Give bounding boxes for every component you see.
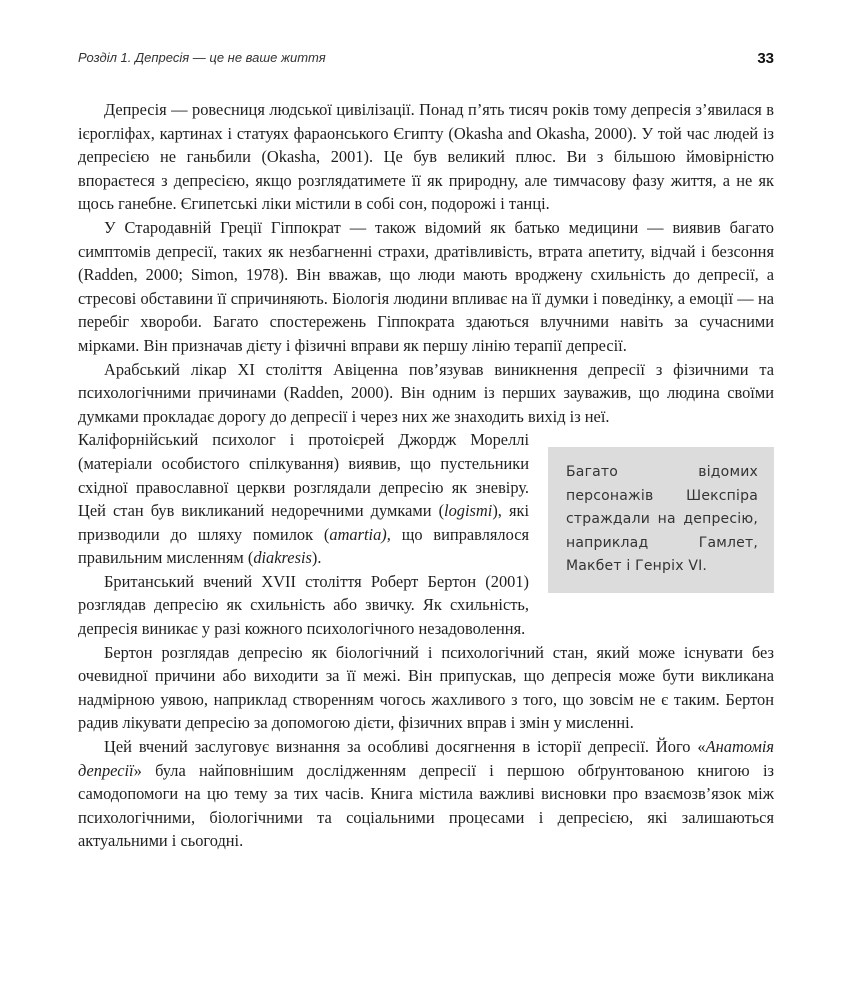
book-title: Анатомія депресії	[78, 737, 774, 780]
morelli-text-end: ).	[311, 548, 322, 568]
anatomy-text-start: Цей вчений заслуговує визнання за особливі досягнення в історії депресії. Його «	[104, 737, 706, 757]
anatomy-text-end: » була найповнішим дослідженням депресії і першою обґрунтованою книгою із самодопомоги на цю тему за тих часів. Книга містила важливі висновки про взаємозв’язок між психологічними, біологічними та соціальними процесами і депресією, які залишаються актуальними і сьогодні.	[78, 760, 774, 851]
term-diakresis: diakresis	[253, 548, 312, 568]
morelli-text-mid2: що виправлялося правильним мисленням (	[78, 524, 530, 568]
paragraph-burton-anatomy	[78, 735, 774, 853]
page-number: 33	[757, 50, 774, 67]
paragraph-burton-state: Бертон розглядав депресію як біологічний і психологічний стан, який може існувати без очевидної причини або виходити за її межі. Він припускав, що депресія може бути викликана надмірною уявою, наприклад створенням чогось жахливого з того, що зовсім не є таким. Бертон радив лікувати депресію за допомогою дієти, фізичних вправ і змін у мисленні.	[78, 642, 774, 733]
body-text	[78, 98, 774, 853]
running-title: Розділ 1. Депресія — це не ваше життя	[78, 50, 326, 65]
paragraph-hippocrates: У Стародавній Греції Гіппократ — також відомий як батько медицини — виявив багато симптомів депресії, таких як незбагненні страхи, дратівливість, втрата апетиту, відчай і безсоння (Radden, 2000; Simon, 1978). Він вважав, що люди мають вроджену схильність до депресії, а стресові обставини її спричиняють. Біологія людини впливає на її думки і поведінку, а емоції — на перебіг хвороби. Багато спостережень Гіппократа здаються влучними навіть за сучасними мірками. Він призначав дієту і фізичні вправи як першу лінію терапії депресії.	[78, 217, 774, 355]
paragraph-avicenna: Арабський лікар XI століття Авіценна пов’язував виникнення депресії з фізичними та психологічними причинами (Radden, 2000). Він одним із перших зауважив, що людина своїми думками прокладає дорогу до депресії і через них же знаходить вихід із неї.	[78, 359, 774, 426]
sidebar-text: Багато відомих персонажів Шекспіра страждали на депресію, наприклад Гамлет, Макбет і Генріх VI.	[566, 464, 758, 575]
paragraph-egypt: Депресія — ровесниця людської цивілізації. Понад п’ять тисяч років тому депресія з’явилася в ієрогліфах, картинах і статуях фараонського Єгипту (Okasha and Okasha, 2000). У той час людей із депресією не ганьбили (Okasha, 2001). Це був великий плюс. Ви з більшою ймовірністю впораєтеся з депресією, якщо розглядатимете її як природну, але тимчасову фазу життя, а не як щось ганебне. Єгипетські ліки містили в собі сон, подорожі і танці.	[78, 100, 774, 214]
morelli-text-mid1: ), які призводили до шляху помилок (	[78, 501, 529, 544]
term-logismi: logismi	[444, 501, 493, 521]
sidebar-callout	[548, 447, 774, 593]
morelli-text-start: Каліфорнійський психолог і протоієрей Джордж Мореллі (матеріали особистого спілкування) виявив, що пустельники східної православної церкви розглядали депресію як зневіру. Цей стан був викликаний недоречними думками (	[78, 430, 529, 521]
paragraph-burton-habit: Британський вчений XVII століття Роберт Бертон (2001) розглядав депресію як схильність або звичку. Як схильність, депресія виникає у разі кожного психологічного незадоволення.	[78, 571, 529, 639]
term-amartia: amartia),	[329, 524, 391, 544]
